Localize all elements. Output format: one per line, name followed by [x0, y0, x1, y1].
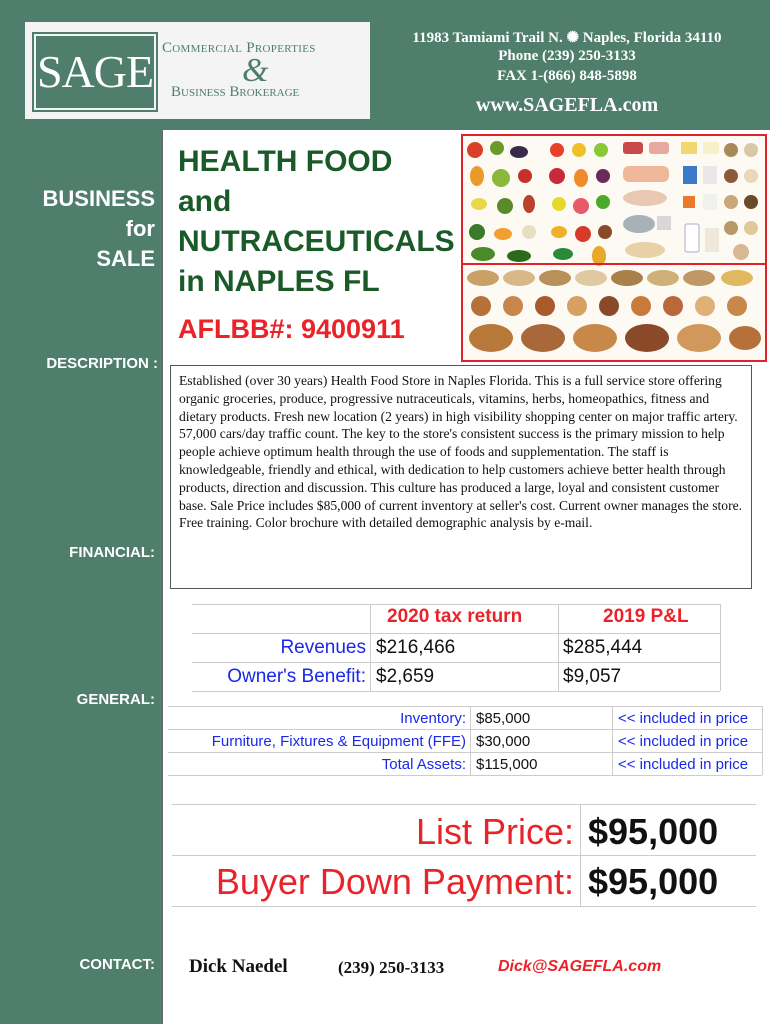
website-link[interactable]: www.SAGEFLA.com: [475, 94, 659, 116]
table-rule: [370, 604, 371, 691]
table-rule: [168, 752, 762, 753]
meat-fish-image: [623, 142, 671, 258]
grains-row-image: [467, 270, 753, 286]
table-rule: [192, 691, 720, 692]
ffe-label: Furniture, Fixtures & Equipment (FFE): [211, 733, 466, 750]
grains-beans-image: [724, 143, 758, 260]
ffe-note: << included in price: [618, 733, 749, 750]
price-rule: [580, 804, 581, 906]
food-collage-illustration: [463, 136, 765, 360]
description-text: Established (over 30 years) Health Food Store in Naples Florida. This is a full service store offering organic groceries, produce, progressive nutraceuticals, vitamins, herbs, homeopathics, fitness and dietary products. Fresh new location (2 years) in high visibility shopping center on major traffic artery. 57,000 cars/day traffic count. The key to the store's consistent success is the primary mission to help people achieve optimum health through the use of foods and supplementation. The staff is knowledgeable, friendly and ethical, with dedication to help customers achieve better health through products, direction and discussion. This culture has produced a large, loyal and consistent customer base. Sale Price includes $85,000 of current inventory at seller's cost. Current owner manages the store. Free training. Color brochure with detailed demographic analysis by e-mail.: [170, 365, 752, 589]
fax-line: FAX 1-(866) 848-5898: [497, 68, 637, 84]
list-price-value: $95,000: [588, 811, 719, 852]
total-assets-note: << included in price: [618, 756, 749, 773]
table-rule: [192, 633, 720, 634]
business-label: BUSINESS: [42, 186, 155, 211]
owners-benefit-label: Owner's Benefit:: [227, 666, 366, 687]
table-rule: [168, 706, 762, 707]
logo-line-business: Business Brokerage: [171, 84, 300, 100]
down-payment-label: Buyer Down Payment:: [215, 861, 574, 902]
table-rule: [168, 775, 762, 776]
title-line: in NAPLES FL: [178, 265, 380, 298]
title-line: and: [178, 185, 232, 218]
owners-benefit-2019: $9,057: [563, 666, 622, 687]
list-price-label: List Price:: [415, 811, 574, 852]
down-payment-value: $95,000: [588, 861, 719, 902]
table-rule: [612, 706, 613, 775]
table-rule: [470, 706, 471, 775]
revenues-label: Revenues: [280, 637, 366, 658]
title-line: HEALTH FOOD: [178, 145, 393, 178]
table-rule: [168, 729, 762, 730]
total-assets-value: $115,000: [476, 756, 538, 773]
total-assets-label: Total Assets:: [381, 756, 466, 773]
title-line: NUTRACEUTICALS: [178, 225, 455, 258]
financial-label: FINANCIAL:: [69, 544, 155, 561]
bread-loaves-image: [469, 324, 761, 352]
financial-col-2020: 2020 tax return: [387, 606, 523, 627]
company-logo: [25, 22, 370, 119]
sale-label: SALE: [96, 246, 155, 271]
logo-ampersand: &: [242, 52, 269, 89]
revenues-2020: $216,466: [376, 637, 456, 658]
inventory-value: $85,000: [476, 710, 531, 727]
table-rule: [558, 604, 559, 691]
address-line: 11983 Tamiami Trail N. ✺ Naples, Florida 34110: [412, 30, 722, 46]
vegetables-image: [467, 141, 536, 262]
contact-label: CONTACT:: [79, 956, 155, 973]
table-rule: [192, 662, 720, 663]
general-label: GENERAL:: [76, 691, 155, 708]
logo-line-commercial: Commercial Properties: [162, 40, 316, 56]
description-label: DESCRIPTION :: [46, 355, 158, 372]
phone-line: Phone (239) 250-3133: [498, 48, 636, 64]
price-rule: [172, 906, 756, 907]
inventory-note: << included in price: [618, 710, 749, 727]
dairy-image: [681, 142, 719, 252]
owners-benefit-2020: $2,659: [376, 666, 435, 687]
table-rule: [192, 604, 720, 605]
inventory-label: Inventory:: [400, 710, 466, 727]
contact-name: Dick Naedel: [189, 956, 288, 977]
table-rule: [720, 604, 721, 691]
price-rule: [172, 855, 756, 856]
table-rule: [762, 706, 763, 775]
revenues-2019: $285,444: [563, 637, 643, 658]
bread-rolls-image: [471, 296, 747, 316]
food-image-collage: [461, 134, 767, 362]
listing-id: AFLBB#: 9400911: [178, 314, 405, 344]
listing-title: [178, 142, 455, 302]
for-label: for: [125, 216, 155, 241]
logo-mark: SAGE: [34, 34, 156, 110]
ffe-value: $30,000: [476, 733, 531, 750]
fruits-image: [549, 143, 612, 266]
contact-phone[interactable]: (239) 250-3133: [338, 958, 445, 977]
contact-email-link[interactable]: Dick@SAGEFLA.com: [498, 958, 662, 975]
financial-col-2019: 2019 P&L: [603, 606, 689, 627]
price-rule: [172, 804, 756, 805]
